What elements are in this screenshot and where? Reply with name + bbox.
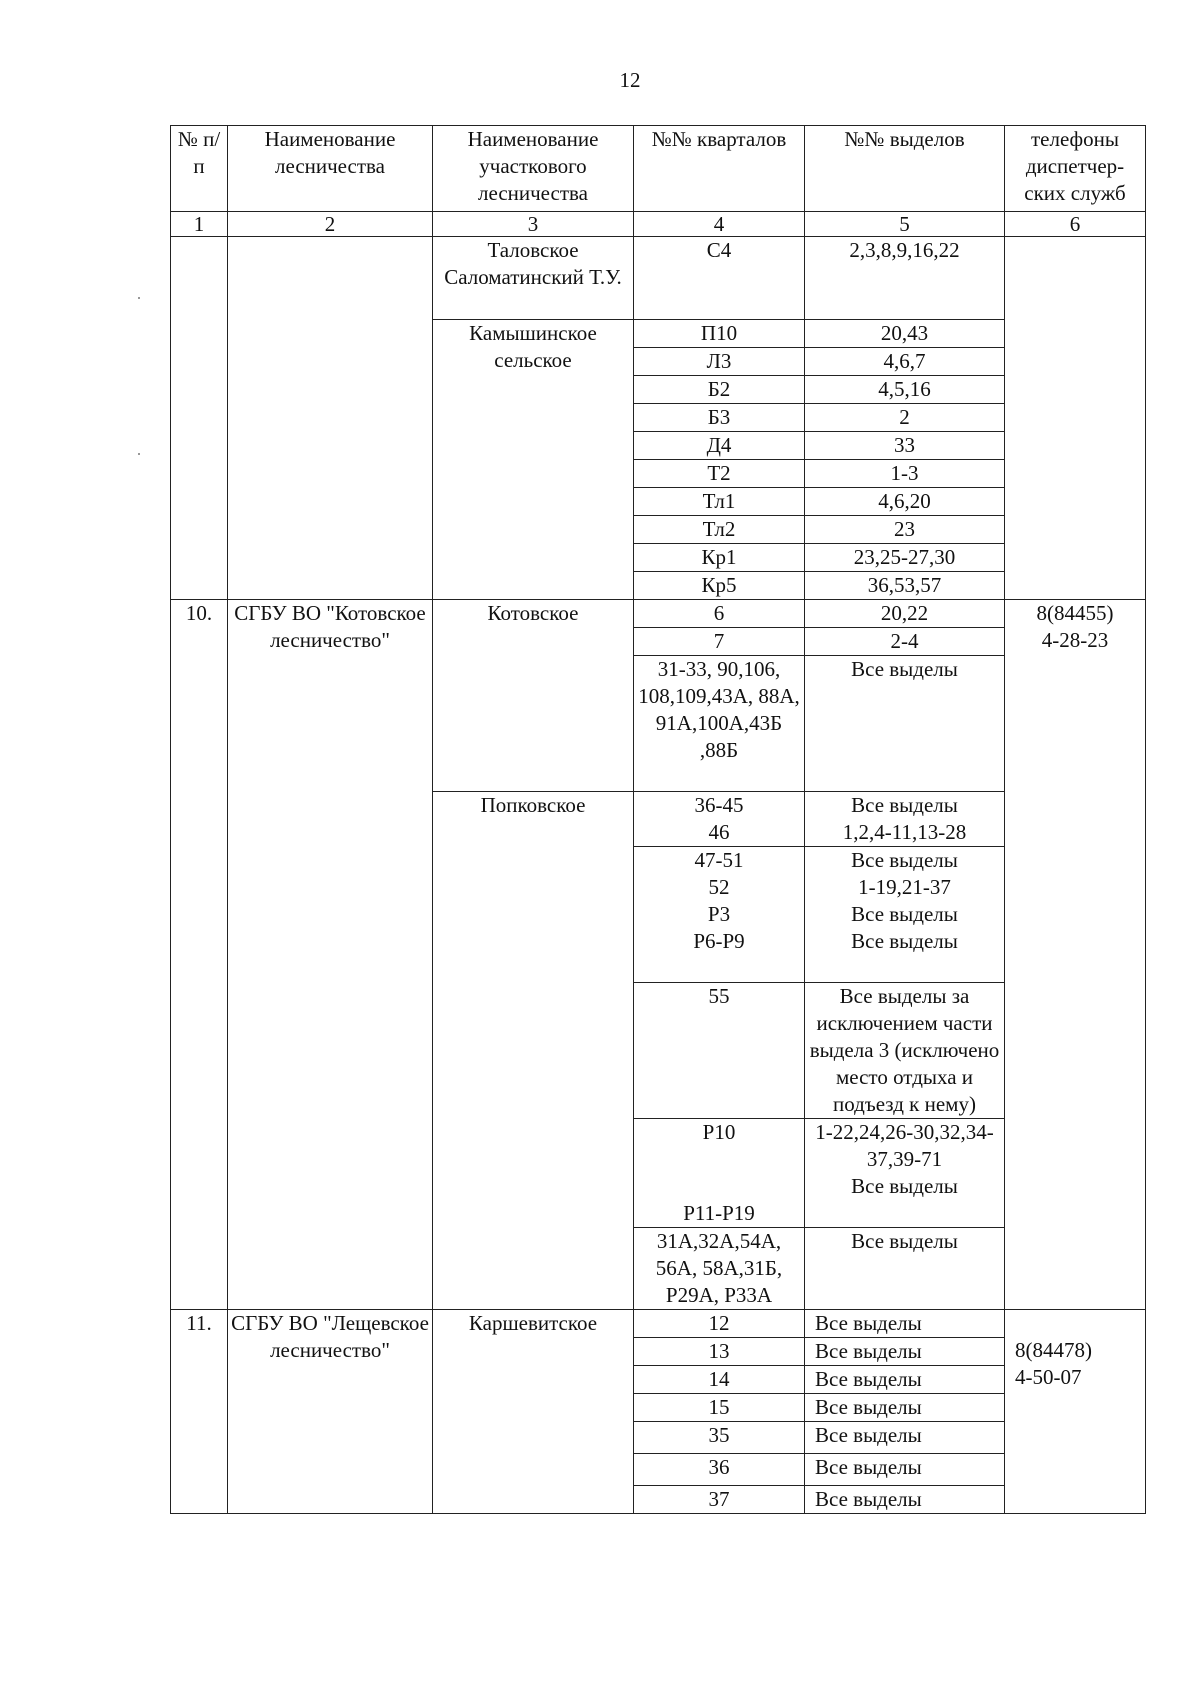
- allotment-cell: Все выделы: [805, 1454, 1005, 1486]
- quarter-cell: 12: [634, 1310, 805, 1338]
- header-cell: № п/п: [171, 126, 228, 212]
- column-number-row: [171, 212, 1146, 237]
- column-number: 2: [228, 212, 433, 237]
- allotment-cell: Все выделы: [805, 1310, 1005, 1338]
- header-cell: №№ выделов: [805, 126, 1005, 212]
- quarter-cell: Б2: [634, 376, 805, 404]
- row-number-cell: [171, 237, 228, 600]
- header-row: [171, 126, 1146, 212]
- allotment-cell: Все выделы: [805, 1228, 1005, 1310]
- allotment-cell: Все выделы за исключением части выдела 3 (исключено место отдыха и подъезд к нему): [805, 983, 1005, 1119]
- header-cell: Наименование участкового лесничества: [433, 126, 634, 212]
- forestry-name-cell: СГБУ ВО "Котовское лесничество": [228, 600, 433, 1310]
- allotment-cell: 4,6,7: [805, 348, 1005, 376]
- quarter-cell: Р10 Р11-Р19: [634, 1119, 805, 1228]
- allotment-cell: Все выделы 1-19,21-37 Все выделы Все выделы: [805, 847, 1005, 983]
- quarter-cell: 14: [634, 1366, 805, 1394]
- allotment-cell: 1-3: [805, 460, 1005, 488]
- allotment-cell: 20,43: [805, 320, 1005, 348]
- quarter-cell: Кр5: [634, 572, 805, 600]
- allotment-cell: Все выделы 1,2,4-11,13-28: [805, 792, 1005, 847]
- phone-cell: 8(84478) 4-50-07: [1005, 1310, 1146, 1514]
- quarter-cell: С4: [634, 237, 805, 320]
- allotment-cell: Все выделы: [805, 656, 1005, 792]
- quarter-cell: 6: [634, 600, 805, 628]
- column-number: 4: [634, 212, 805, 237]
- forestry-name-cell: СГБУ ВО "Лещевское лесничество": [228, 1310, 433, 1514]
- allotment-cell: Все выделы: [805, 1422, 1005, 1454]
- table-row: [171, 600, 1146, 628]
- quarter-cell: 31А,32А,54А, 56А, 58А,31Б, Р29А, Р33А: [634, 1228, 805, 1310]
- quarter-cell: Тл1: [634, 488, 805, 516]
- column-number: 3: [433, 212, 634, 237]
- quarter-cell: 31-33, 90,106, 108,109,43А, 88А, 91А,100А,43Б ,88Б: [634, 656, 805, 792]
- allotment-cell: Все выделы: [805, 1394, 1005, 1422]
- quarter-cell: Тл2: [634, 516, 805, 544]
- allotment-cell: 2-4: [805, 628, 1005, 656]
- quarter-cell: Л3: [634, 348, 805, 376]
- forestry-table: [170, 125, 1146, 1514]
- scan-speck: [138, 297, 140, 299]
- quarter-cell: Д4: [634, 432, 805, 460]
- allotment-cell: 23,25-27,30: [805, 544, 1005, 572]
- quarter-cell: 55: [634, 983, 805, 1119]
- phone-cell: 8(84455) 4-28-23: [1005, 600, 1146, 1310]
- district-cell: Попковское: [433, 792, 634, 1310]
- quarter-cell: 13: [634, 1338, 805, 1366]
- allotment-cell: 2,3,8,9,16,22: [805, 237, 1005, 320]
- phone-cell: [1005, 237, 1146, 600]
- table-row: [171, 237, 1146, 320]
- allotment-cell: Все выделы: [805, 1486, 1005, 1514]
- header-cell: Наименование лесничества: [228, 126, 433, 212]
- column-number: 5: [805, 212, 1005, 237]
- allotment-cell: 33: [805, 432, 1005, 460]
- quarter-cell: 15: [634, 1394, 805, 1422]
- district-cell: Таловское Саломатинский Т.У.: [433, 237, 634, 320]
- quarter-cell: Б3: [634, 404, 805, 432]
- quarter-cell: П10: [634, 320, 805, 348]
- allotment-cell: 1-22,24,26-30,32,34-37,39-71 Все выделы: [805, 1119, 1005, 1228]
- column-number: 1: [171, 212, 228, 237]
- quarter-cell: 7: [634, 628, 805, 656]
- row-number-cell: 11.: [171, 1310, 228, 1514]
- allotment-cell: 36,53,57: [805, 572, 1005, 600]
- quarter-cell: 47-51 52 Р3 Р6-Р9: [634, 847, 805, 983]
- allotment-cell: Все выделы: [805, 1338, 1005, 1366]
- table-row: [171, 1310, 1146, 1338]
- allotment-cell: 4,5,16: [805, 376, 1005, 404]
- quarter-cell: 37: [634, 1486, 805, 1514]
- quarter-cell: 36: [634, 1454, 805, 1486]
- column-number: 6: [1005, 212, 1146, 237]
- forestry-name-cell: [228, 237, 433, 600]
- allotment-cell: Все выделы: [805, 1366, 1005, 1394]
- district-cell: Камышинское сельское: [433, 320, 634, 600]
- allotment-cell: 4,6,20: [805, 488, 1005, 516]
- district-cell: Каршевитское: [433, 1310, 634, 1514]
- scan-speck: [138, 453, 140, 455]
- allotment-cell: 2: [805, 404, 1005, 432]
- allotment-cell: 20,22: [805, 600, 1005, 628]
- quarter-cell: 35: [634, 1422, 805, 1454]
- page-number: 12: [619, 68, 641, 92]
- quarter-cell: Кр1: [634, 544, 805, 572]
- allotment-cell: 23: [805, 516, 1005, 544]
- district-cell: Котовское: [433, 600, 634, 792]
- quarter-cell: 36-45 46: [634, 792, 805, 847]
- row-number-cell: 10.: [171, 600, 228, 1310]
- header-cell: телефоны диспетчер-ских служб: [1005, 126, 1146, 212]
- header-cell: №№ кварталов: [634, 126, 805, 212]
- quarter-cell: Т2: [634, 460, 805, 488]
